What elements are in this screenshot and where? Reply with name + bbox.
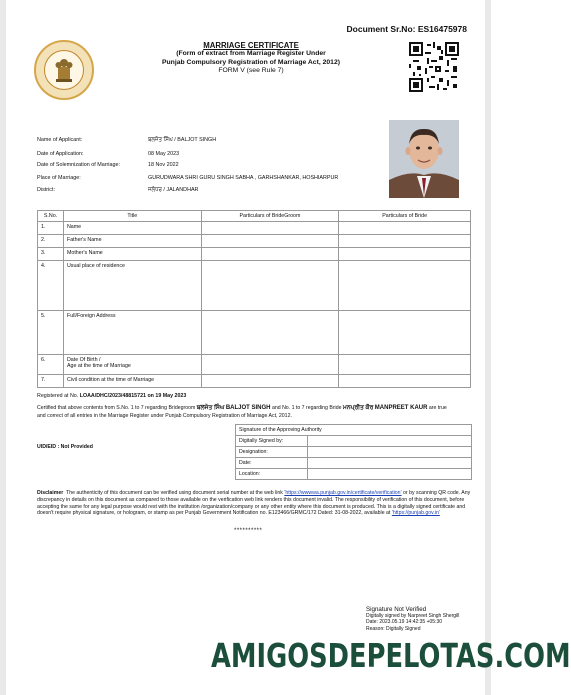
solemnization-date-label: Date of Solemnization of Marriage: — [37, 162, 120, 168]
row-number: 4. — [38, 261, 64, 311]
authority-title: Signature of the Approving Authority — [236, 425, 472, 436]
bridegroom-cell — [201, 248, 339, 261]
row-title: Father's Name — [63, 235, 201, 248]
site-watermark: AMIGOSDEPELOTAS.COM — [211, 636, 571, 675]
certification-statement — [37, 405, 477, 420]
bride-cell — [339, 235, 471, 248]
row-number: 2. — [38, 235, 64, 248]
signature-signed-by: Digitally signed by Narpreet Singh Shergill — [366, 613, 460, 620]
header-line-3: FORM V (see Rule 7) — [218, 66, 284, 74]
bride-cell — [339, 248, 471, 261]
qr-code-icon — [409, 42, 459, 92]
bridegroom-cell — [201, 375, 339, 388]
groom-name-punjabi: ਬਲਜੋਤ ਸਿੰਘ — [196, 405, 225, 411]
location-label: Location: — [236, 469, 308, 480]
signature-date: Date: 2023.05.19 14:42:35 +05:30 — [366, 619, 443, 626]
bride-name: MANPREET KAUR — [374, 405, 428, 411]
punjab-gov-link[interactable]: 'https://punjab.gov.in' — [391, 510, 440, 517]
authority-row — [236, 447, 472, 458]
designation-label: Designation: — [236, 447, 308, 458]
verification-link[interactable]: 'https://wwwwa.punjab.gov.in/certificate/verification' — [284, 490, 402, 496]
applicant-photo — [389, 120, 459, 198]
header-line-1: (Form of extract from Marriage Register Under — [176, 50, 326, 58]
row-title: Civil condition at the time of Marriage — [63, 375, 201, 388]
row-title-age: Age at the time of Marriage — [66, 362, 131, 369]
row-title: Mother's Name — [63, 248, 201, 261]
uid-eid: UID/EID : Not Provided — [37, 444, 93, 450]
table-header-row — [38, 211, 471, 222]
row-number: 1. — [38, 222, 64, 235]
separator-stars: ********** — [234, 528, 263, 534]
disclaimer-label: Disclaimer — [37, 490, 64, 496]
table-row — [38, 261, 471, 311]
column-header-title: Title — [63, 211, 201, 222]
table-row — [38, 355, 471, 375]
table-row — [38, 375, 471, 388]
date-value — [308, 458, 472, 469]
authority-row — [236, 436, 472, 447]
certificate-title: MARRIAGE CERTIFICATE — [203, 41, 299, 50]
certified-text-2: and No. 1 to 7 regarding Bride — [271, 405, 342, 411]
bridegroom-cell — [201, 355, 339, 375]
bridegroom-cell — [201, 261, 339, 311]
district-label: District: — [37, 187, 55, 193]
table-row — [38, 222, 471, 235]
row-number: 5. — [38, 311, 64, 355]
column-header-sno: S.No. — [38, 211, 64, 222]
disclaimer — [37, 490, 477, 517]
bride-cell — [339, 311, 471, 355]
row-title: Date Of Birth / — [66, 356, 101, 363]
bridegroom-cell — [201, 235, 339, 248]
bridegroom-cell — [201, 222, 339, 235]
signature-status: Signature Not Verified — [366, 606, 427, 613]
row-number: 7. — [38, 375, 64, 388]
row-title: Usual place of residence — [63, 261, 201, 311]
application-date-label: Date of Application: — [37, 151, 84, 157]
digitally-signed-value — [308, 436, 472, 447]
certified-text-1: Certified that above contents from S.No. 1 to 7 regarding Bridegroom — [37, 405, 196, 411]
punjab-government-seal-icon — [34, 40, 94, 100]
row-number: 3. — [38, 248, 64, 261]
groom-name: BALJOT SINGH — [225, 405, 271, 411]
designation-value — [308, 447, 472, 458]
table-row — [38, 248, 471, 261]
applicant-name-label: Name of Applicant: — [37, 137, 83, 143]
column-header-bride: Particulars of Bride — [339, 211, 471, 222]
table-row — [38, 311, 471, 355]
location-value — [308, 469, 472, 480]
certificate-header — [126, 42, 376, 75]
place-of-marriage-value: GURUDWARA SHRI GURU SINGH SABHA , GARHSHANKAR, HOSHIARPUR — [148, 175, 339, 181]
row-title-dob — [63, 355, 201, 375]
certified-text-3: are true — [428, 405, 447, 411]
authority-row — [236, 458, 472, 469]
column-header-bridegroom: Particulars of BrideGroom — [201, 211, 339, 222]
table-row — [38, 235, 471, 248]
registration-number: LOAA/DHC/2023/48815721 on 19 May 2023 — [79, 393, 187, 399]
district-value: ਜਲੰਧਰ / JALANDHAR — [148, 187, 199, 193]
header-line-2: Punjab Compulsory Registration of Marriage Act, 2012) — [161, 58, 340, 66]
place-of-marriage-label: Place of Marriage: — [37, 175, 81, 181]
registration-line — [37, 393, 186, 399]
digitally-signed-label: Digitally Signed by: — [236, 436, 308, 447]
application-date-value: 08 May 2023 — [148, 151, 180, 157]
bride-cell — [339, 261, 471, 311]
disclaimer-text-2: or by scanning QR code. Any discrepancy in details on this document as compared to those available on the verification web link renders this document invalid. The responsibility of verification of this document, before accepting the same for any legal purpose would rest with the institution /organization/company or any other entity where this document is produced. This is a digitally signed certificate and doesn't require physical signature, or hologram, or stamp as per Punjab Government Notification no. E123466/GRMC/172 Dated: 31-08-2022, available at — [37, 490, 471, 517]
row-number: 6. — [38, 355, 64, 375]
bridegroom-cell — [201, 311, 339, 355]
certified-text-4: and correct of all entries in the Marriage Register under Punjab Compulsory Registration of Marriage Act, 2012. — [37, 412, 292, 419]
row-title: Full/Foreign Address — [63, 311, 201, 355]
bride-cell — [339, 375, 471, 388]
approving-authority-table — [235, 424, 472, 480]
authority-title-row — [236, 425, 472, 436]
bride-cell — [339, 355, 471, 375]
document-serial-number: Document Sr.No: ES16475978 — [346, 24, 467, 34]
date-label: Date: — [236, 458, 308, 469]
row-title: Name — [63, 222, 201, 235]
authority-row — [236, 469, 472, 480]
solemnization-date-value: 18 Nov 2022 — [148, 162, 179, 168]
applicant-name-value: ਬਲਜੋਤ ਸਿੰਘ / BALJOT SINGH — [148, 137, 217, 143]
disclaimer-text-1: The authenticity of this document can be verified using document serial number at the web link — [66, 490, 283, 496]
particulars-table — [37, 210, 471, 388]
bride-name-punjabi: ਮਨਪ੍ਰੀਤ ਕੌਰ — [342, 405, 374, 411]
digital-signature-block — [366, 607, 459, 632]
bride-cell — [339, 222, 471, 235]
signature-reason: Reason: Digitally Signed — [366, 625, 421, 632]
registered-prefix: Registered at No. — [37, 393, 79, 399]
